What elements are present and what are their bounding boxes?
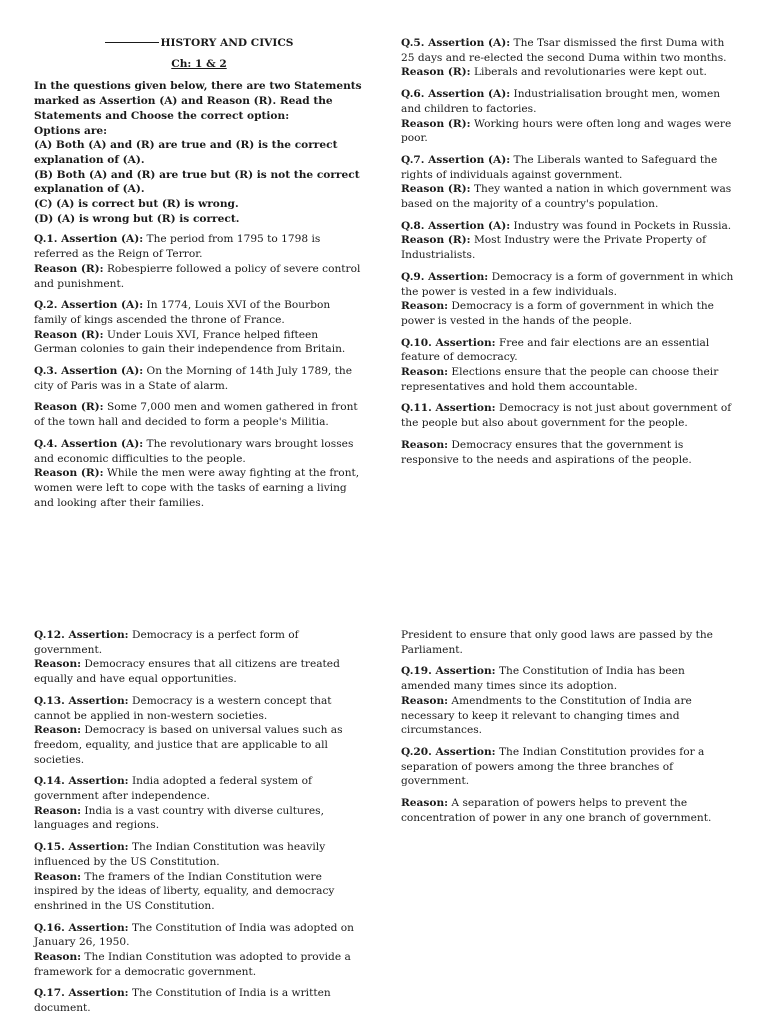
question-3 [34, 364, 364, 430]
reason [34, 723, 364, 767]
question-18-continuation: President to ensure that only good laws are passed by the Parliament. [401, 629, 713, 656]
question-14 [34, 774, 364, 833]
reason-label: Reason (R): [34, 401, 104, 414]
assertion [401, 219, 734, 234]
assertion [34, 298, 364, 327]
reason-label: Reason (R): [401, 234, 471, 247]
reason [401, 117, 734, 146]
reason [34, 262, 364, 291]
assertion [34, 840, 364, 869]
assertion-text: In 1774, Louis XVI of the Bourbon family of kings ascended the throne of France. [34, 299, 331, 326]
reason-text: Democracy ensures that the government is responsive to the needs and aspirations of the people. [401, 438, 692, 466]
instructions [34, 79, 364, 226]
reason-label: Reason: [401, 694, 449, 707]
question-6 [401, 87, 734, 146]
assertion-text: The Constitution of India is a written document. [34, 987, 331, 1015]
assertion-label: Q.9. Assertion: [401, 270, 489, 283]
reason-label: Reason: [34, 658, 82, 671]
assertion-label: Q.3. Assertion (A): [34, 365, 144, 378]
reason-text: Democracy is a form of government in which the power is vested in the hands of the people. [401, 300, 714, 327]
option-c: (C) (A) is correct but (R) is wrong. [34, 198, 239, 211]
assertion [34, 628, 364, 657]
option-a: (A) Both (A) and (R) are true and (R) is the correct explanation of (A). [34, 139, 338, 166]
assertion-label: Q.2. Assertion (A): [34, 299, 144, 312]
reason [34, 400, 364, 429]
reason-label: Reason (R): [34, 262, 104, 275]
assertion [401, 153, 734, 182]
assertion-label: Q.4. Assertion (A): [34, 437, 144, 450]
assertion-label: Q.12. Assertion: [34, 629, 129, 641]
assertion [34, 694, 364, 723]
reason-text: They wanted a nation in which government was based on the majority of a country's population. [401, 183, 732, 211]
assertion-label: Q.5. Assertion (A): [401, 37, 511, 49]
assertion-text: Democracy is not just about government of the people but also about government for the people. [401, 402, 732, 430]
reason-text: The framers of the Indian Constitution were inspired by the ideas of liberty, equality, and democracy enshrined in the US Constitution. [34, 870, 335, 912]
reason-text: Robespierre followed a policy of severe control and punishment. [34, 262, 361, 290]
reason-text: A separation of powers helps to prevent the concentration of power in any one branch of government. [401, 797, 712, 824]
reason [34, 950, 364, 979]
reason-label: Reason: [401, 366, 449, 379]
question-9 [401, 270, 734, 329]
question-8 [401, 219, 734, 263]
reason-text: Under Louis XVI, France helped fifteen German colonies to gain their independence from Britain. [34, 328, 346, 356]
reason [401, 438, 734, 467]
reason-label: Reason: [401, 300, 449, 313]
question-7 [401, 153, 734, 212]
reason-label: Reason: [34, 724, 82, 737]
reason-label: Reason: [34, 804, 82, 817]
option-d: (D) (A) is wrong but (R) is correct. [34, 212, 240, 225]
document-title [34, 36, 364, 51]
question-19 [401, 664, 734, 738]
reason [34, 328, 364, 357]
instructions-text: In the questions given below, there are two Statements marked as Assertion (A) and Reason (R). Read the Statements and Choose the correct option: [34, 80, 362, 122]
reason-label: Reason: [34, 870, 82, 883]
reason-text: Elections ensure that the people can choose their representatives and hold them accountable. [401, 366, 719, 393]
question-17 [34, 986, 364, 1015]
assertion-text: The Indian Constitution was heavily influenced by the US Constitution. [34, 841, 326, 868]
assertion-text: India adopted a federal system of government after independence. [34, 775, 312, 803]
reason [401, 694, 734, 738]
page1-right-column [401, 36, 734, 474]
reason-text: Some 7,000 men and women gathered in front of the town hall and decided to form a people's Militia. [34, 401, 358, 429]
assertion-label: Q.7. Assertion (A): [401, 153, 511, 166]
reason-label: Reason (R): [34, 328, 104, 341]
assertion-text: Democracy is a form of government in which the power is vested in a few individuals. [401, 270, 734, 298]
reason [401, 796, 734, 825]
question-15 [34, 840, 364, 914]
assertion [401, 36, 734, 65]
assertion-label: Q.16. Assertion: [34, 921, 129, 934]
assertion-label: Q.13. Assertion: [34, 694, 129, 707]
reason [401, 233, 734, 262]
question-20 [401, 745, 734, 826]
reason-label: Reason: [401, 438, 449, 451]
reason-text: Amendments to the Constitution of India are necessary to keep it relevant to changing times and circumstances. [401, 694, 692, 737]
chapter-heading: Ch: 1 & 2 [171, 57, 227, 70]
assertion-label: Q.11. Assertion: [401, 402, 496, 415]
reason-text: Democracy is based on universal values such as freedom, equality, and justice that are applicable to all societies. [34, 724, 343, 766]
reason-text: Democracy ensures that all citizens are treated equally and have equal opportunities. [34, 658, 340, 686]
assertion [401, 87, 734, 116]
assertion-text: On the Morning of 14th July 1789, the city of Paris was in a State of alarm. [34, 365, 353, 392]
assertion-text: The Indian Constitution provides for a separation of powers among the three branches of government. [401, 745, 705, 788]
assertion-text: The Tsar dismissed the first Duma with 25 days and re-elected the second Duma within two months. [401, 37, 727, 64]
assertion [401, 270, 734, 299]
assertion [401, 745, 734, 789]
page2-right-column [401, 628, 734, 832]
assertion-text: The revolutionary wars brought losses and economic difficulties to the people. [34, 437, 354, 465]
question-11 [401, 401, 734, 467]
reason [401, 365, 734, 394]
reason-label: Reason (R): [34, 467, 104, 480]
question-4 [34, 437, 364, 511]
reason-text: India is a vast country with diverse cultures, languages and regions. [34, 804, 324, 832]
assertion [401, 336, 734, 365]
assertion-label: Q.10. Assertion: [401, 336, 496, 349]
assertion [34, 921, 364, 950]
reason [34, 870, 364, 914]
question-10 [401, 336, 734, 395]
reason-label: Reason (R): [401, 117, 471, 130]
assertion-text: The Liberals wanted to Safeguard the rights of individuals against government. [401, 153, 718, 181]
reason-text: While the men were away fighting at the front, women were left to cope with the tasks of earning a living and looking after their families. [34, 467, 360, 509]
assertion [34, 774, 364, 803]
reason-text: The Indian Constitution was adopted to provide a framework for a democratic government. [34, 951, 351, 978]
assertion-label: Q.20. Assertion: [401, 745, 496, 758]
assertion-label: Q.15. Assertion: [34, 841, 129, 854]
assertion-text: Free and fair elections are an essential feature of democracy. [401, 336, 710, 364]
page1-left-column [34, 36, 364, 517]
assertion [34, 364, 364, 393]
reason-label: Reason: [34, 951, 82, 964]
assertion-text: Industry was found in Pockets in Russia. [510, 219, 732, 232]
reason [401, 182, 734, 211]
assertion-text: The period from 1795 to 1798 is referred as the Reign of Terror. [34, 233, 321, 261]
assertion-text: Democracy is a perfect form of government. [34, 629, 299, 656]
assertion-text: The Constitution of India was adopted on January 26, 1950. [34, 921, 355, 949]
question-5 [401, 36, 734, 80]
reason [401, 65, 734, 80]
reason [401, 299, 734, 328]
title-text: HISTORY AND CIVICS [160, 37, 294, 49]
assertion [401, 664, 734, 693]
question-2 [34, 298, 364, 357]
reason [34, 657, 364, 686]
reason-label: Reason: [401, 797, 449, 810]
assertion-label: Q.17. Assertion: [34, 987, 129, 1000]
options-heading: Options are: [34, 124, 108, 137]
assertion-label: Q.19. Assertion: [401, 665, 496, 678]
assertion-text: Democracy is a western concept that cannot be applied in non-western societies. [34, 694, 332, 722]
question-1 [34, 232, 364, 291]
reason-text: Most Industry were the Private Property of Industrialists. [401, 234, 707, 262]
option-b: (B) Both (A) and (R) are true but (R) is not the correct explanation of (A). [34, 168, 360, 196]
assertion [34, 232, 364, 261]
assertion-text: Industrialisation brought men, women and children to factories. [401, 88, 721, 115]
reason-text: Working hours were often long and wages were poor. [401, 117, 732, 145]
reason [34, 466, 364, 510]
question-13 [34, 694, 364, 768]
assertion [34, 986, 364, 1015]
assertion-label: Q.6. Assertion (A): [401, 88, 511, 101]
assertion [401, 401, 734, 430]
question-16 [34, 921, 364, 980]
reason-label: Reason (R): [401, 66, 471, 79]
page2-left-column [34, 628, 364, 1023]
assertion-label: Q.14. Assertion: [34, 775, 129, 788]
assertion-text: The Constitution of India has been amended many times since its adoption. [401, 665, 685, 693]
title-rule [105, 42, 159, 43]
assertion-label: Q.8. Assertion (A): [401, 219, 511, 232]
question-12 [34, 628, 364, 687]
reason-label: Reason (R): [401, 183, 471, 196]
reason-text: Liberals and revolutionaries were kept out. [470, 66, 707, 79]
reason [34, 804, 364, 833]
assertion [34, 437, 364, 466]
assertion-label: Q.1. Assertion (A): [34, 233, 144, 246]
